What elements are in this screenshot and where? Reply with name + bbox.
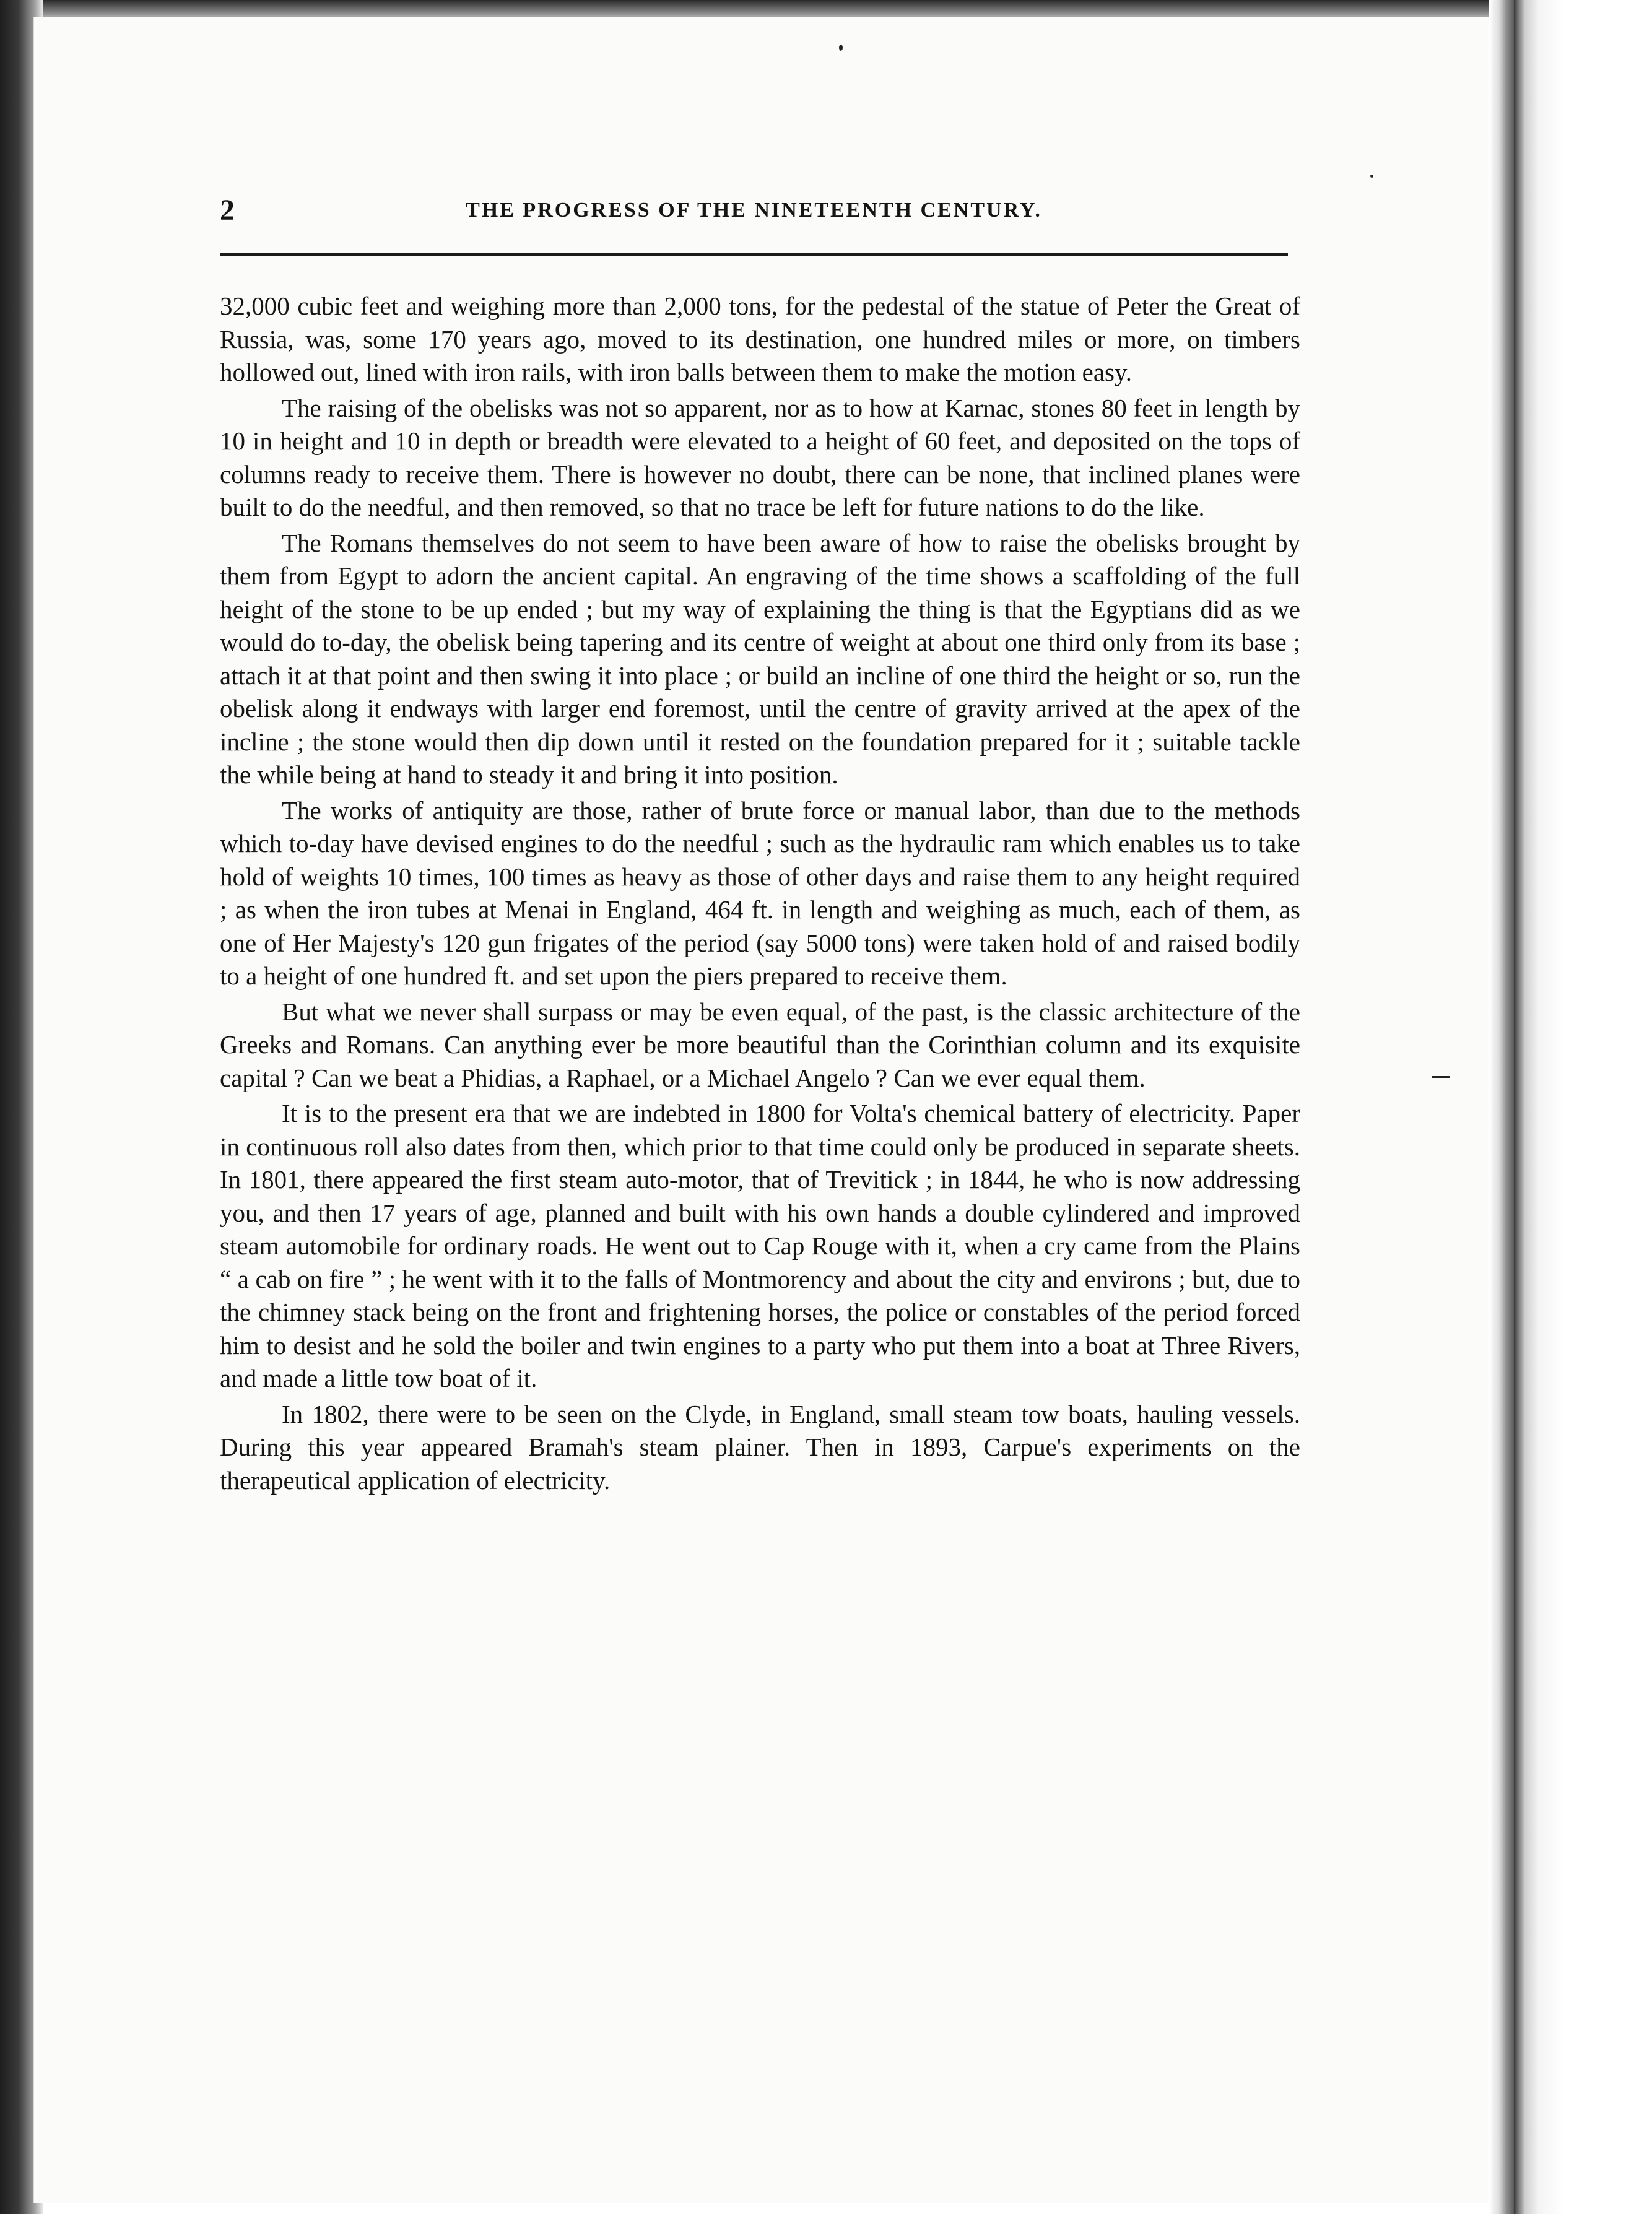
ink-speck [1370,175,1373,178]
paragraph-7: In 1802, there were to be seen on the Clyde, in England, small steam tow boats, hauling vessels. During this year appeared Bramah's steam plainer. Then in 1893, Carpue's experiments on the therapeutical application of electricity. [220,1399,1300,1495]
paragraph-5: But what we never shall surpass or may be even equal, of the past, is the classic architecture of the Greeks and Romans. Can anything ever be more beautiful than the Corinthian column and its exquisite capital ? Can we beat a Phidias, a Raphael, or a Michael Angelo ? Can we ever equal them. [220,997,1300,1092]
paragraph-2: The raising of the obelisks was not so apparent, nor as to how at Karnac, stones 80 feet in length by 10 in height and 10 in depth or breadth were elevated to a height of 60 feet, and deposited on the tops of columns ready to receive them. There is however no doubt, there can be none, that inclined planes were built to do the needful, and then removed, so that no trace be left for future nations to do the like. [220,393,1300,521]
paragraph-4: The works of antiquity are those, rather of brute force or manual labor, than due to the methods which to-day have devised engines to do the needful ; such as the hydraulic ram which enables us to take hold of weights 10 times, 100 times as heavy as those of other days and raise them to any height required ; as when the iron tubes at Menai in England, 464 ft. in length and weighing as much, each of them, as one of Her Majesty's 120 gun frigates of the period (say 5000 tons) were taken hold of and raised bodily to a height of one hundred ft. and set upon the piers prepared to receive them. [220,796,1300,990]
body-text [220,290,1300,1500]
adjacent-page-edge [1514,0,1652,2214]
page-header [220,186,1288,235]
ink-speck [839,45,843,51]
ink-speck [1432,1076,1450,1078]
paragraph-1: 32,000 cubic feet and weighing more than 2,000 tons, for the pedestal of the statue of Peter the Great of Russia, was, some 170 years ago, moved to its destination, one hundred miles or more, on timbers hollowed out, lined with iron rails, with iron balls between them to make the motion easy. [220,292,1300,386]
page-fold-shadow [1489,0,1514,2214]
page-number: 2 [220,194,235,227]
running-title: THE PROGRESS OF THE NINETEENTH CENTURY. [466,199,1042,222]
header-rule [220,253,1288,256]
paragraph-3: The Romans themselves do not seem to have been aware of how to raise the obelisks brought by them from Egypt to adorn the ancient capital. An engraving of the time shows a scaffolding of the full height of the stone to be up ended ; but my way of explaining the thing is that the Egyptians did as we would do to-day, the obelisk being tapering and its centre of weight at about one third only from its base ; attach it at that point and then swing it into place ; or build an incline of one third the height or so, run the obelisk along it endways with larger end foremost, until the centre of gravity arrived at the apex of the incline ; the stone would then dip down until it rested on the foundation prepared for it ; suitable tackle the while being at hand to steady it and bring it into position. [220,528,1300,789]
paragraph-6: It is to the present era that we are indebted in 1800 for Volta's chemical battery of electricity. Paper in continuous roll also dates from then, which prior to that time could only be produced in separate sheets. In 1801, there appeared the first steam auto-motor, that of Trevitick ; in 1844, he who is now addressing you, and then 17 years of age, planned and built with his own hands a double cylindered and improved steam automobile for ordinary roads. He went out to Cap Rouge with it, when a cry came from the Plains “ a cab on fire ” ; he went with it to the falls of Montmorency and about the city and environs ; but, due to the chimney stack being on the front and frightening horses, the police or constables of the period forced him to desist and he sold the boiler and twin engines to a party who put them into a boat at Three Rivers, and made a little tow boat of it. [220,1099,1300,1392]
